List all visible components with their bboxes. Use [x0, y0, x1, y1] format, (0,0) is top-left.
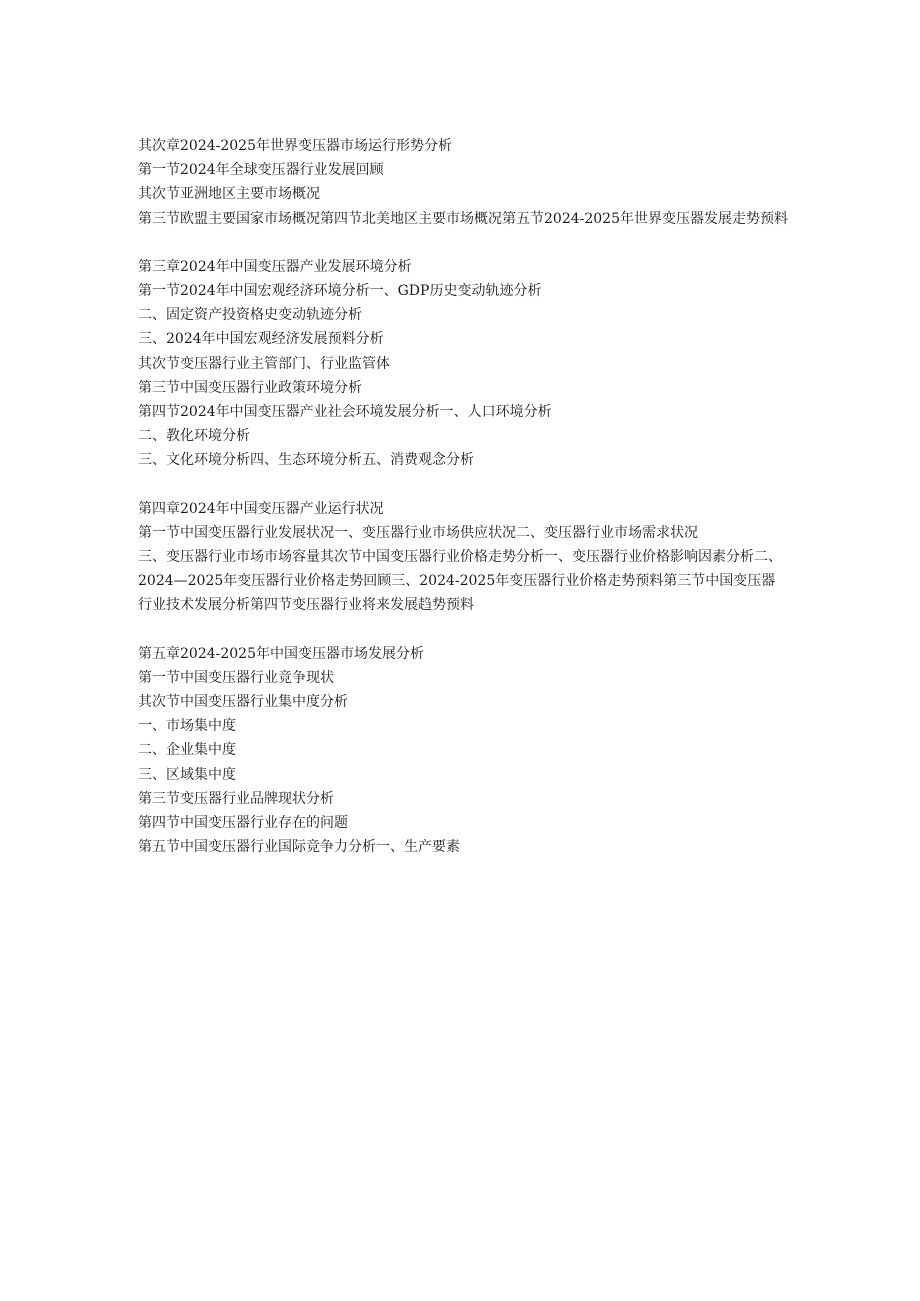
- document-page: [138, 134, 788, 883]
- chapter-2-section: [138, 134, 788, 231]
- toc-line: 第一节2024年中国宏观经济环境分析一、GDP历史变动轨迹分析: [138, 283, 542, 300]
- chapter-5-heading: 第五章2024-2025年中国变压器市场发展分析: [138, 645, 424, 662]
- chapter-4-section: [138, 497, 788, 618]
- toc-line: 第一节中国变压器行业竞争现状: [138, 669, 334, 686]
- toc-line: 第三节变压器行业品牌现状分析: [138, 790, 334, 807]
- toc-line: 第四节2024年中国变压器产业社会环境发展分析一、人口环境分析: [138, 404, 552, 421]
- toc-line: 二、教化环境分析: [138, 428, 250, 445]
- toc-line: 二、企业集中度: [138, 742, 236, 759]
- toc-line: 其次节亚洲地区主要市场概况: [138, 186, 320, 203]
- toc-line: 第一节2024年全球变压器行业发展回顾: [138, 162, 384, 179]
- chapter-2-heading: 其次章2024-2025年世界变压器市场运行形势分析: [138, 138, 452, 154]
- toc-line: 其次节变压器行业主管部门、行业监管体: [138, 355, 390, 372]
- toc-line: 其次节中国变压器行业集中度分析: [138, 694, 348, 711]
- toc-line: 三、文化环境分析四、生态环境分析五、消费观念分析: [138, 452, 474, 469]
- toc-line: 三、区域集中度: [138, 766, 236, 783]
- chapter-3-section: [138, 255, 788, 473]
- chapter-4-heading: 第四章2024年中国变压器产业运行状况: [138, 500, 384, 517]
- toc-line: 二、固定资产投资格史变动轨迹分析: [138, 307, 362, 324]
- toc-line: 第四节中国变压器行业存在的问题: [138, 815, 348, 832]
- toc-line: 第五节中国变压器行业国际竞争力分析一、生产要素: [138, 839, 460, 856]
- toc-line: 三、2024年中国宏观经济发展预料分析: [138, 331, 384, 348]
- chapter-3-heading: 第三章2024年中国变压器产业发展环境分析: [138, 258, 412, 275]
- toc-line: 三、变压器行业市场市场容量其次节中国变压器行业价格走势分析一、变压器行业价格影响因素分析二、2024—2025年变压器行业价格走势回顾三、2024-2025年变压器行业价格走势预料第三节中国变压器行业技术发展分析第四节变压器行业将来发展趋势预料: [138, 549, 782, 614]
- toc-line: 第三节中国变压器行业政策环境分析: [138, 379, 362, 396]
- toc-line: 第三节欧盟主要国家市场概况第四节北美地区主要市场概况第五节2024-2025年世界变压器发展走势预料: [138, 210, 788, 227]
- toc-line: 一、市场集中度: [138, 718, 236, 735]
- toc-line: 第一节中国变压器行业发展状况一、变压器行业市场供应状况二、变压器行业市场需求状况: [138, 524, 698, 541]
- chapter-5-section: [138, 642, 788, 860]
